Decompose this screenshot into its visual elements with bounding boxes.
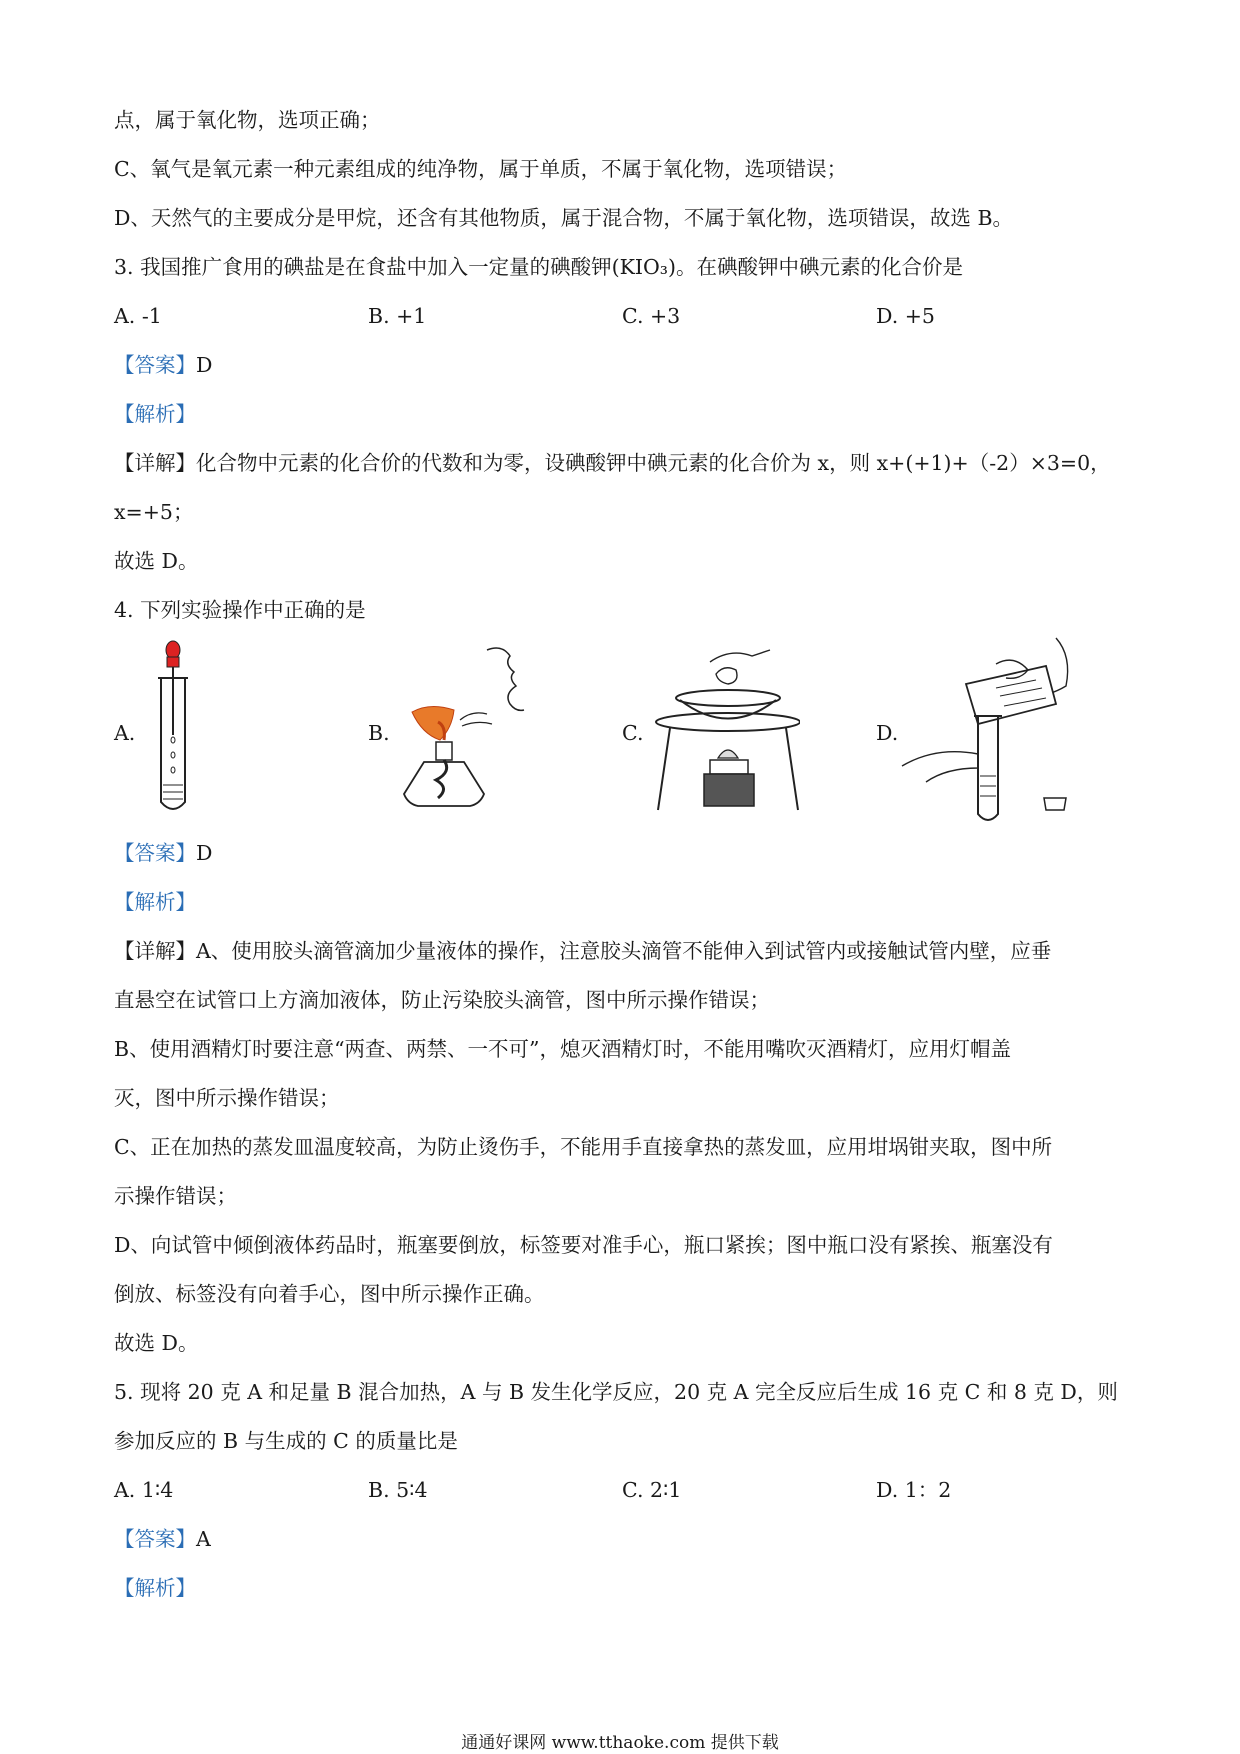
question-5-stem-cont: 参加反应的 B 与生成的 C 的质量比是	[114, 1429, 458, 1453]
q4-detail	[114, 938, 1051, 964]
answer-tag: 【答案】	[114, 1527, 196, 1551]
q4-conclusion: 故选 D。	[114, 1331, 199, 1355]
pouring-liquid-figure	[896, 636, 1076, 821]
answer-tag: 【答案】	[114, 353, 196, 377]
q5-option-c: C. 2∶1	[622, 1478, 682, 1502]
q4-option-a-label: A.	[114, 721, 136, 745]
q3-option-b: B. +1	[368, 304, 427, 328]
answer-value: D	[196, 353, 213, 377]
text-line: 点，属于氧化物，选项正确；	[114, 108, 381, 132]
q4-analysis-tag: 【解析】	[114, 890, 196, 914]
q5-option-d: D. 1：2	[876, 1478, 952, 1502]
evaporating-dish-figure	[640, 642, 800, 817]
q4-option-d-label: D.	[876, 721, 899, 745]
q4-detail-line: C、正在加热的蒸发皿温度较高，为防止烫伤手，不能用手直接拿热的蒸发皿，应用坩埚钳夹取，图中所	[114, 1135, 1053, 1159]
q3-detail	[114, 450, 1111, 476]
q3-option-a: A. -1	[114, 304, 162, 328]
q4-detail-line: B、使用酒精灯时要注意“两查、两禁、一不可”，熄灭酒精灯时，不能用嘴吹灭酒精灯，应用灯帽盖	[114, 1037, 1012, 1061]
q4-detail-line: 灭，图中所示操作错误；	[114, 1086, 340, 1110]
question-4-stem: 4. 下列实验操作中正确的是	[114, 598, 366, 622]
answer-value: A	[196, 1527, 211, 1551]
question-3-stem: 3. 我国推广食用的碘盐是在食盐中加入一定量的碘酸钾(KIO₃)。在碘酸钾中碘元素的化合价是	[114, 255, 964, 279]
text-line: C、氧气是氧元素一种元素组成的纯净物，属于单质，不属于氧化物，选项错误；	[114, 157, 848, 181]
answer-value: D	[196, 841, 213, 865]
page-footer: 通通好课网 www.tthaoke.com 提供下载	[461, 1733, 779, 1753]
q4-option-c-label: C.	[622, 721, 644, 745]
dropper-test-tube-figure	[150, 640, 200, 815]
q3-analysis-tag: 【解析】	[114, 402, 196, 426]
q3-option-d: D. +5	[876, 304, 935, 328]
q5-answer	[114, 1526, 211, 1552]
q4-detail-line: 直悬空在试管口上方滴加液体，防止污染胶头滴管，图中所示操作错误；	[114, 988, 770, 1012]
detail-tag: 【详解】	[114, 451, 196, 475]
q3-detail-cont: x=+5；	[114, 500, 194, 524]
q4-answer	[114, 840, 212, 866]
q4-detail-line: D、向试管中倾倒液体药品时，瓶塞要倒放，标签要对准手心，瓶口紧挨；图中瓶口没有紧挨、瓶塞没有	[114, 1233, 1053, 1257]
q4-option-b-label: B.	[368, 721, 390, 745]
question-5-stem: 5. 现将 20 克 A 和足量 B 混合加热，A 与 B 发生化学反应，20 克 A 完全反应后生成 16 克 C 和 8 克 D，则	[114, 1380, 1118, 1404]
q4-detail-line: 示操作错误；	[114, 1184, 237, 1208]
detail-text: 化合物中元素的化合价的代数和为零，设碘酸钾中碘元素的化合价为 x，则 x+(+1)+（-2）×3=0，	[196, 451, 1111, 475]
text-line: D、天然气的主要成分是甲烷，还含有其他物质，属于混合物，不属于氧化物，选项错误，故选 B。	[114, 206, 1014, 230]
detail-text: A、使用胶头滴管滴加少量液体的操作，注意胶头滴管不能伸入到试管内或接触试管内壁，应垂	[196, 939, 1052, 963]
alcohol-lamp-figure	[392, 642, 532, 817]
q3-conclusion: 故选 D。	[114, 549, 199, 573]
q4-detail-line: 倒放、标签没有向着手心，图中所示操作正确。	[114, 1282, 545, 1306]
q3-option-c: C. +3	[622, 304, 681, 328]
q5-option-a: A. 1∶4	[114, 1478, 174, 1502]
answer-tag: 【答案】	[114, 841, 196, 865]
q3-answer	[114, 352, 212, 378]
detail-tag: 【详解】	[114, 939, 196, 963]
q5-option-b: B. 5∶4	[368, 1478, 428, 1502]
q5-analysis-tag: 【解析】	[114, 1576, 196, 1600]
